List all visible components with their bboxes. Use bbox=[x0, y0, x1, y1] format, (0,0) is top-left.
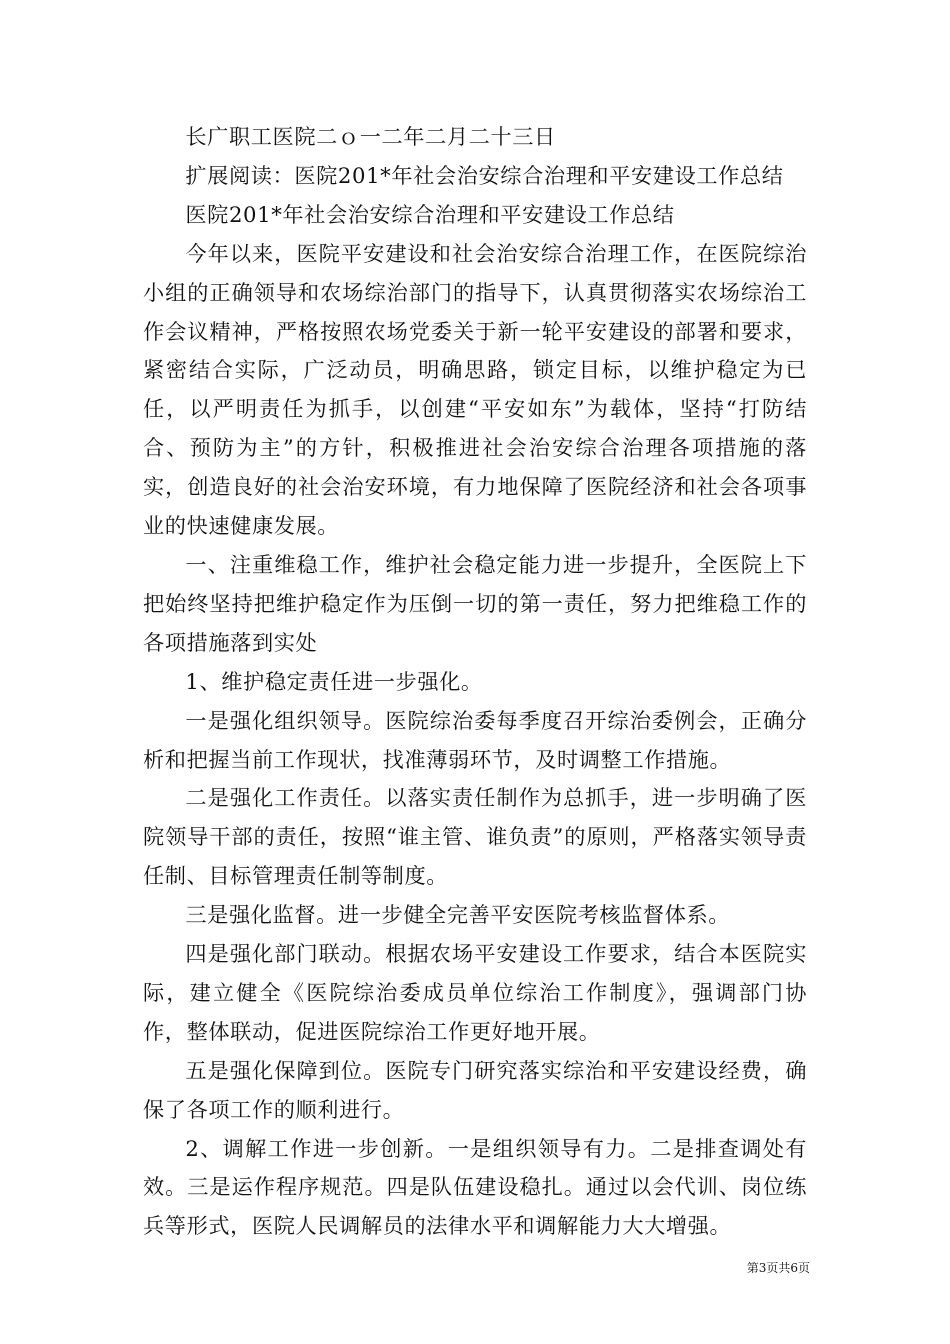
paragraph-subsection-1: 1、维护稳定责任进一步强化。 bbox=[185, 668, 483, 694]
paragraph-subsection-2: 2、调解工作进一步创新。一是组织领导有力。二是排查调处有效。三是运作程序规范。四是队伍建设稳扎。通过以会代训、岗位练兵等形式，医院人民调解员的法律水平和调解能力大大增强。 bbox=[143, 1135, 807, 1239]
paragraph-item-5: 五是强化保障到位。医院专门研究落实综治和平安建设经费，确保了各项工作的顺利进行。 bbox=[143, 1057, 807, 1122]
signature-line: 长广职工医院二ｏ一二年二月二十三日 bbox=[185, 124, 556, 149]
document-title: 医院201*年社会治安综合治理和平安建设工作总结 bbox=[185, 201, 675, 227]
paragraph-item-2: 二是强化工作责任。以落实责任制作为总抓手，进一步明确了医院领导干部的责任，按照“谁主管、谁负责”的原则，严格落实领导责任制、目标管理责任制等制度。 bbox=[143, 785, 807, 889]
paragraph-intro: 今年以来，医院平安建设和社会治安综合治理工作，在医院综治小组的正确领导和农场综治部门的指导下，认真贯彻落实农场综治工作会议精神，严格按照农场党委关于新一轮平安建设的部署和要求，紧密结合实际，广泛动员，明确思路，锁定目标，以维护稳定为已任，以严明责任为抓手，以创建“平安如东”为载体，坚持“打防结合、预防为主”的方针，积极推进社会治安综合治理各项措施的落实，创造良好的社会治安环境，有力地保障了医院经济和社会各项事业的快速健康发展。 bbox=[143, 240, 807, 539]
extended-reading-heading: 扩展阅读：医院201*年社会治安综合治理和平安建设工作总结 bbox=[185, 162, 784, 188]
paragraph-section-1: 一、注重维稳工作，维护社会稳定能力进一步提升，全医院上下把始终坚持把维护稳定作为压倒一切的第一责任，努力把维稳工作的各项措施落到实处 bbox=[143, 551, 807, 655]
document-body bbox=[143, 118, 807, 1246]
paragraph-item-4: 四是强化部门联动。根据农场平安建设工作要求，结合本医院实际，建立健全《医院综治委成员单位综治工作制度》，强调部门协作，整体联动，促进医院综治工作更好地开展。 bbox=[143, 941, 807, 1044]
page-number-footer: 第3页共6页 bbox=[746, 1261, 810, 1275]
paragraph-item-1: 一是强化组织领导。医院综治委每季度召开综治委例会，正确分析和把握当前工作现状，找准薄弱环节，及时调整工作措施。 bbox=[143, 707, 807, 772]
paragraph-item-3: 三是强化监督。进一步健全完善平安医院考核监督体系。 bbox=[185, 902, 731, 928]
